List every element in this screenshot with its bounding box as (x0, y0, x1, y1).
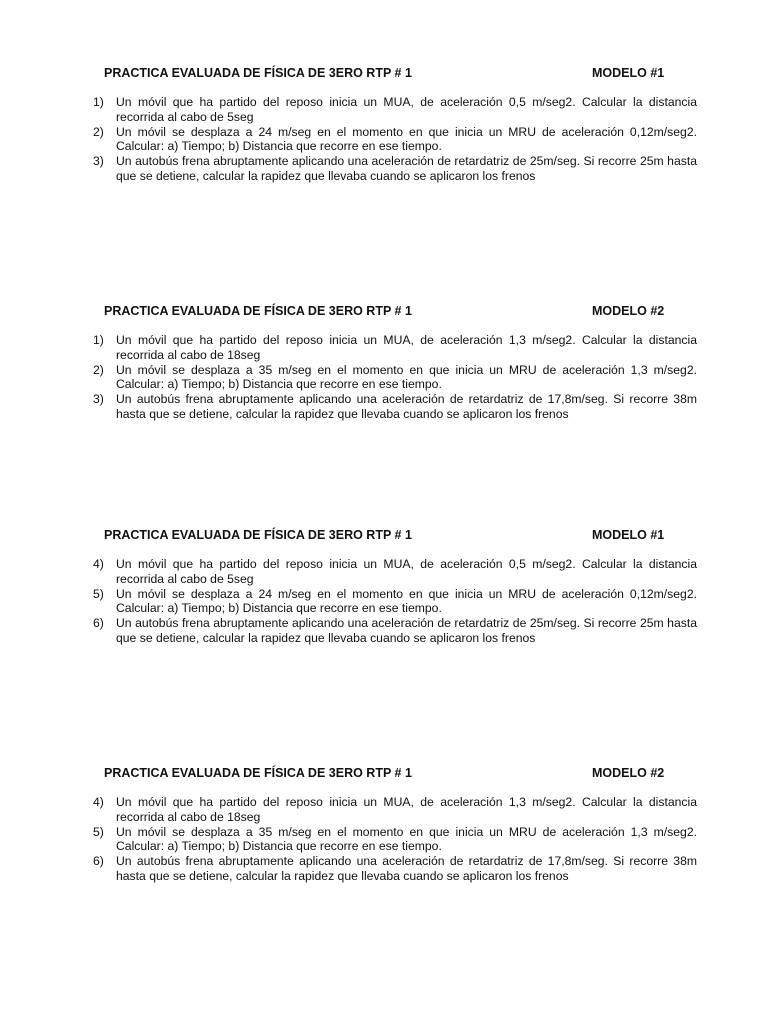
model-label: MODELO #2 (592, 304, 665, 318)
section-header (0, 304, 768, 322)
question-number: 1) (93, 95, 104, 109)
question-number: 4) (93, 795, 104, 809)
question-text: Un móvil que ha partido del reposo inicia un MUA, de aceleración 0,5 m/seg2. Calcular la distancia recorrida al cabo de 5seg (116, 557, 697, 586)
model-label: MODELO #1 (592, 66, 665, 80)
question-text: Un móvil que ha partido del reposo inicia un MUA, de aceleración 0,5 m/seg2. Calcular la distancia recorrida al cabo de 5seg (116, 95, 697, 124)
question-text: Un autobús frena abruptamente aplicando una aceleración de retardatriz de 25m/seg. Si recorre 25m hasta que se detiene, calcular la rapidez que llevaba cuando se aplicaron los frenos (116, 616, 697, 645)
question-item (0, 616, 768, 646)
question-item (0, 154, 768, 184)
question-list (0, 333, 768, 422)
question-number: 1) (93, 333, 104, 347)
section-header (0, 66, 768, 84)
section-header (0, 528, 768, 546)
model-label: MODELO #1 (592, 528, 665, 542)
question-text: Un autobús frena abruptamente aplicando una aceleración de retardatriz de 25m/seg. Si recorre 25m hasta que se detiene, calcular la rapidez que llevaba cuando se aplicaron los frenos (116, 154, 697, 183)
question-text: Un móvil se desplaza a 24 m/seg en el momento en que inicia un MRU de aceleración 0,12m/seg2. Calcular: a) Tiempo; b) Distancia que recorre en ese tiempo. (116, 586, 697, 616)
question-text: Un móvil que ha partido del reposo inicia un MUA, de aceleración 1,3 m/seg2. Calcular la distancia recorrida al cabo de 18seg (116, 333, 697, 362)
question-item (0, 854, 768, 884)
question-number: 2) (93, 124, 104, 139)
question-text: Un móvil que ha partido del reposo inicia un MUA, de aceleración 1,3 m/seg2. Calcular la distancia recorrida al cabo de 18seg (116, 795, 697, 824)
question-item (0, 795, 768, 825)
section-header (0, 766, 768, 784)
question-list (0, 557, 768, 646)
question-text: Un autobús frena abruptamente aplicando una aceleración de retardatriz de 17,8m/seg. Si recorre 38m hasta que se detiene, calcular la rapidez que llevaba cuando se aplicaron los frenos (116, 854, 697, 883)
section-title: PRACTICA EVALUADA DE FÍSICA DE 3ERO RTP # 1 (104, 528, 412, 542)
section-title: PRACTICA EVALUADA DE FÍSICA DE 3ERO RTP # 1 (104, 66, 412, 80)
question-number: 4) (93, 557, 104, 571)
question-item (0, 557, 768, 587)
question-number: 2) (93, 362, 104, 377)
question-number: 5) (93, 586, 104, 601)
question-number: 3) (93, 154, 104, 169)
question-item (0, 125, 768, 155)
question-number: 6) (93, 616, 104, 631)
question-number: 6) (93, 854, 104, 869)
section-title: PRACTICA EVALUADA DE FÍSICA DE 3ERO RTP # 1 (104, 304, 412, 318)
question-list (0, 95, 768, 184)
question-text: Un autobús frena abruptamente aplicando una aceleración de retardatriz de 17,8m/seg. Si recorre 38m hasta que se detiene, calcular la rapidez que llevaba cuando se aplicaron los frenos (116, 392, 697, 421)
section-title: PRACTICA EVALUADA DE FÍSICA DE 3ERO RTP # 1 (104, 766, 412, 780)
question-number: 5) (93, 824, 104, 839)
question-item (0, 587, 768, 617)
question-item (0, 825, 768, 855)
question-text: Un móvil se desplaza a 24 m/seg en el momento en que inicia un MRU de aceleración 0,12m/seg2. Calcular: a) Tiempo; b) Distancia que recorre en ese tiempo. (116, 124, 697, 154)
question-number: 3) (93, 392, 104, 407)
question-text: Un móvil se desplaza a 35 m/seg en el momento en que inicia un MRU de aceleración 1,3 m/seg2. Calcular: a) Tiempo; b) Distancia que recorre en ese tiempo. (116, 362, 697, 392)
question-item (0, 363, 768, 393)
question-item (0, 392, 768, 422)
question-list (0, 795, 768, 884)
model-label: MODELO #2 (592, 766, 665, 780)
question-item (0, 333, 768, 363)
question-item (0, 95, 768, 125)
question-text: Un móvil se desplaza a 35 m/seg en el momento en que inicia un MRU de aceleración 1,3 m/seg2. Calcular: a) Tiempo; b) Distancia que recorre en ese tiempo. (116, 824, 697, 854)
